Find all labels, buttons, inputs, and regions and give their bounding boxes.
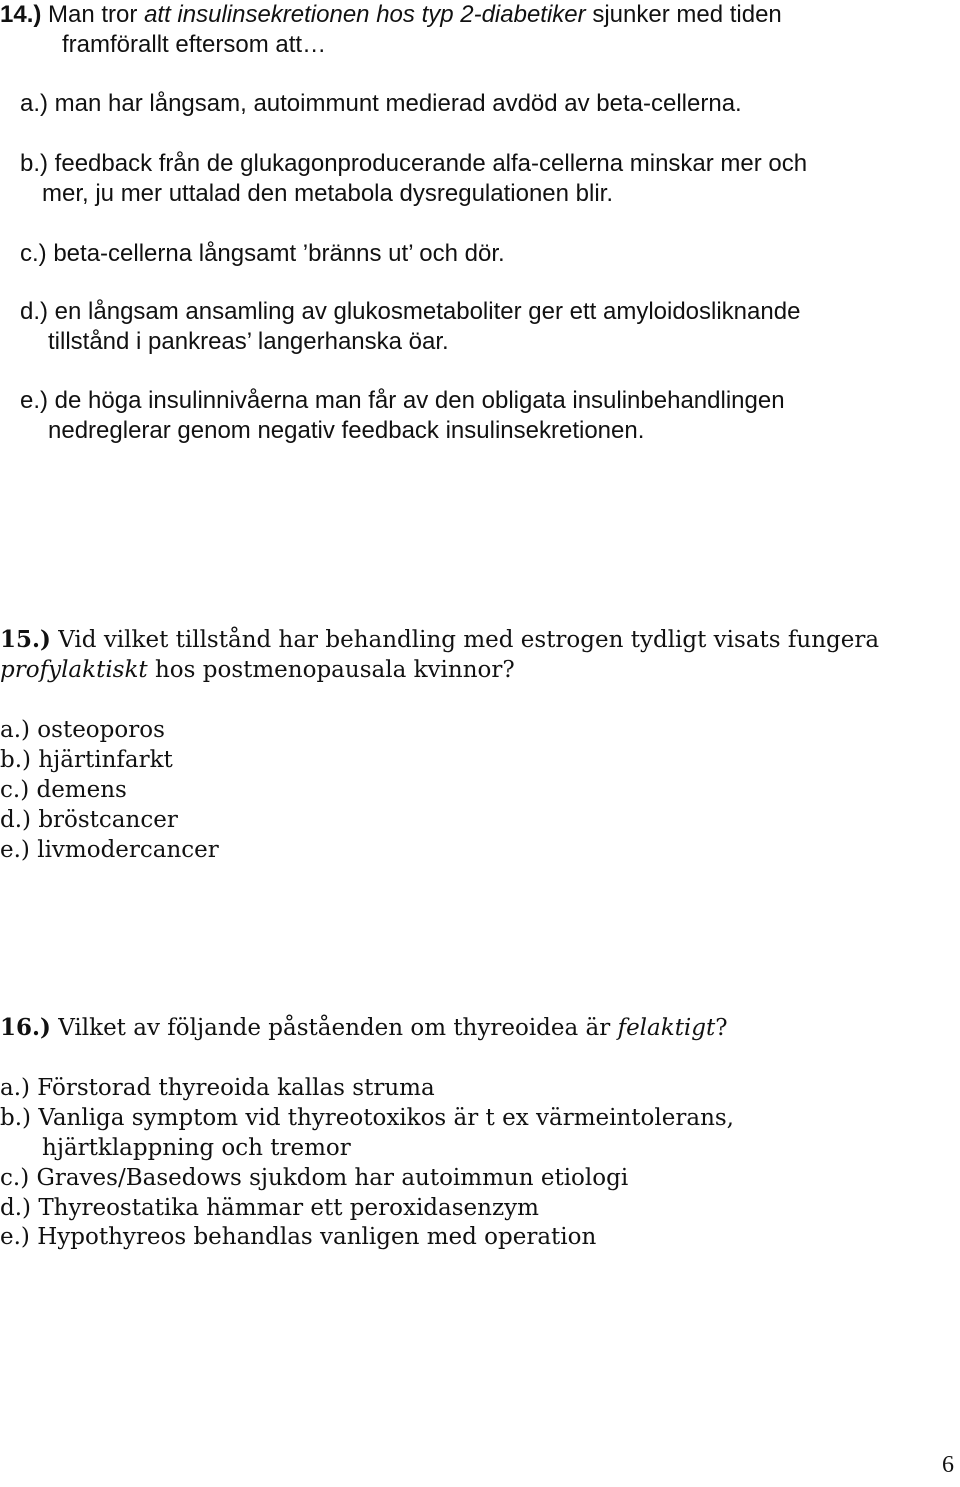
- q16-stem: 16.) Vilket av följande påståenden om thyreoidea är felaktigt?: [0, 1014, 728, 1041]
- page-number: 6: [942, 1452, 954, 1478]
- q16-option-b-cont: hjärtklappning och tremor: [42, 1135, 351, 1161]
- q14-option-a: a.) man har långsam, autoimmunt medierad avdöd av beta-cellerna.: [20, 90, 742, 117]
- q15-option-b: b.) hjärtinfarkt: [0, 747, 173, 773]
- q14-option-e-cont: nedreglerar genom negativ feedback insulinsekretionen.: [48, 417, 645, 444]
- q16-option-a: a.) Förstorad thyreoida kallas struma: [0, 1075, 435, 1101]
- q14-stem-line2: framförallt eftersom att…: [62, 31, 327, 58]
- q15-option-d: d.) bröstcancer: [0, 807, 178, 833]
- q14-option-b-cont: mer, ju mer uttalad den metabola dysregulationen blir.: [42, 180, 613, 207]
- q16-option-c: c.) Graves/Basedows sjukdom har autoimmun etiologi: [0, 1165, 629, 1191]
- q16-number: 16.): [0, 1014, 51, 1041]
- q14-option-c: c.) beta-cellerna långsamt ’bränns ut’ och dör.: [20, 240, 505, 267]
- q16-option-b: b.) Vanliga symptom vid thyreotoxikos är t ex värmeintolerans,: [0, 1105, 734, 1131]
- q14-option-b: b.) feedback från de glukagonproducerande alfa-cellerna minskar mer och: [20, 150, 808, 177]
- q15-option-c: c.) demens: [0, 777, 127, 803]
- q14-option-d: d.) en långsam ansamling av glukosmetaboliter ger ett amyloidosliknande: [20, 298, 801, 325]
- q14-option-d-cont: tillstånd i pankreas’ langerhanska öar.: [48, 328, 449, 355]
- q15-option-e: e.) livmodercancer: [0, 837, 219, 863]
- q15-stem-line1: 15.) Vid vilket tillstånd har behandling med estrogen tydligt visats fungera: [0, 626, 880, 653]
- q15-stem-line2: profylaktiskt hos postmenopausala kvinnor?: [0, 657, 515, 683]
- q14-number: 14.): [0, 1, 42, 28]
- q14-option-e: e.) de höga insulinnivåerna man får av den obligata insulinbehandlingen: [20, 387, 785, 414]
- q14-stem-line1: 14.) Man tror att insulinsekretionen hos typ 2-diabetiker sjunker med tiden: [0, 1, 782, 28]
- q15-option-a: a.) osteoporos: [0, 717, 165, 743]
- q16-option-d: d.) Thyreostatika hämmar ett peroxidasenzym: [0, 1195, 539, 1221]
- q16-option-e: e.) Hypothyreos behandlas vanligen med operation: [0, 1224, 597, 1250]
- q15-number: 15.): [0, 626, 51, 653]
